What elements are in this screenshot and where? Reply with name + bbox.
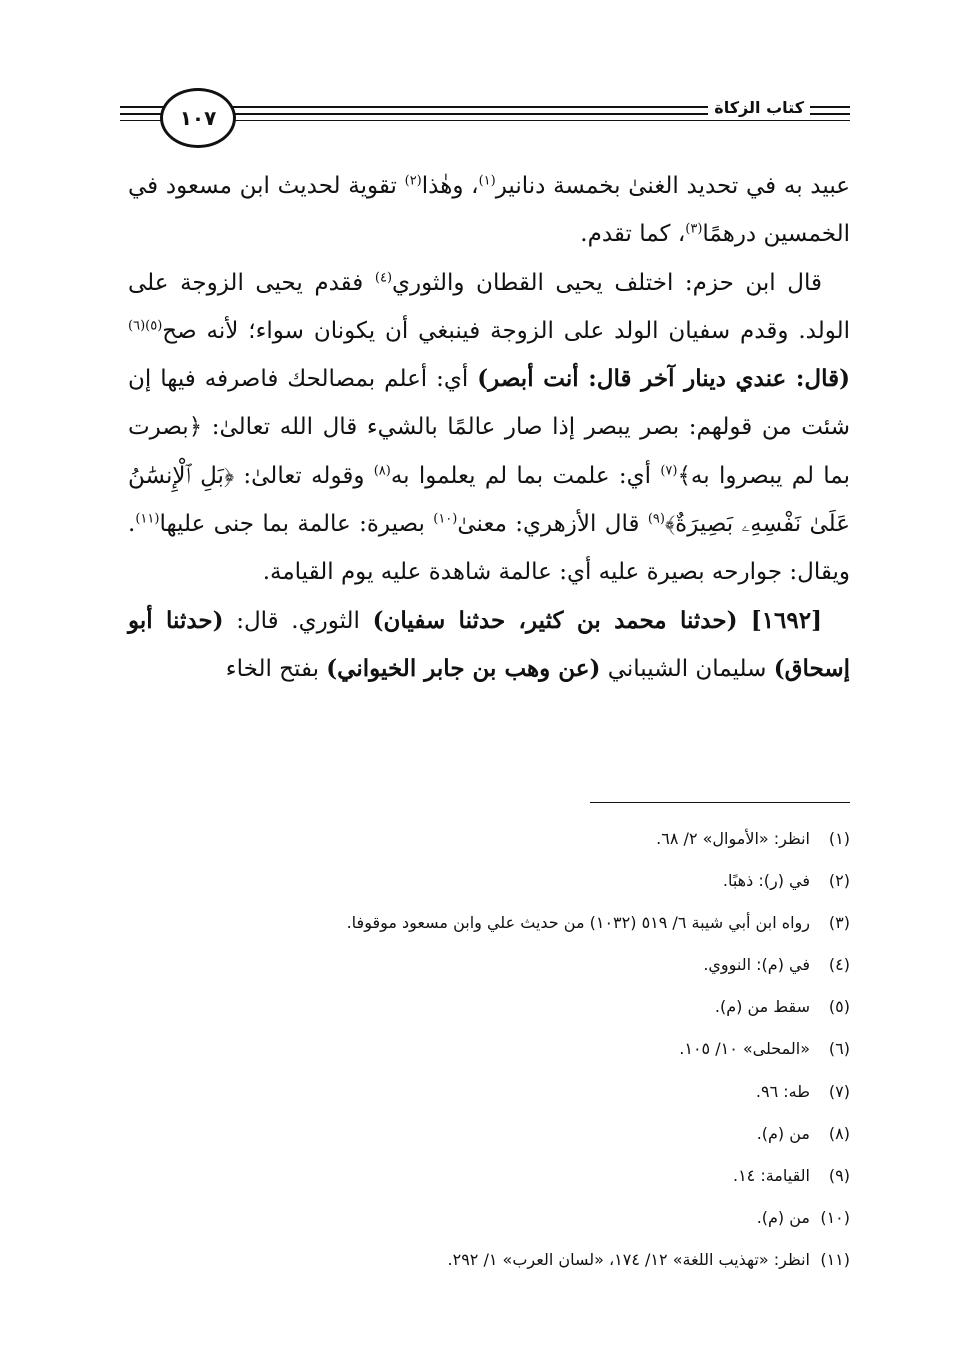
footnote-ref-7[interactable]: (٧) xyxy=(660,463,678,479)
footnote-number: (٥) xyxy=(828,997,850,1017)
footnote-text: في (م): النووي. xyxy=(703,955,810,975)
footnote-text: في (ر): ذهبًا. xyxy=(722,871,810,891)
narrator-chain: (عن وهب بن جابر الخيواني) xyxy=(326,654,601,682)
footnote-number: (٤) xyxy=(828,955,850,975)
footnote-ref-11[interactable]: (١١) xyxy=(135,511,160,527)
footnote-text: سقط من (م). xyxy=(714,997,810,1017)
footnote-text: القيامة: ١٤. xyxy=(732,1165,810,1185)
footnote-ref-10[interactable]: (١٠) xyxy=(433,511,458,527)
footnote-item xyxy=(128,818,850,860)
text-run: ، كما تقدم. xyxy=(580,221,686,248)
text-run: فقدم يحيى الزوجة على الولد. وقدم سفيان الولد على الزوجة فينبغي أن يكونان سواء؛ لأنه صح xyxy=(128,269,850,344)
footnotes-divider xyxy=(590,802,850,803)
footnote-item xyxy=(128,1155,850,1197)
footnote-text: من (م). xyxy=(756,1207,810,1227)
footnote-item xyxy=(128,860,850,902)
text-run: قال الأزهري: معنىٰ xyxy=(457,511,648,538)
text-run: بفتح الخاء xyxy=(225,655,327,682)
footnote-text: رواه ابن أبي شيبة ٦/ ٥١٩ (١٠٣٢) من حديث علي وابن مسعود موقوفا. xyxy=(346,913,810,933)
footnote-item xyxy=(128,944,850,986)
footnote-number: (١) xyxy=(828,829,850,848)
footnote-text: طه: ٩٦. xyxy=(755,1081,810,1101)
footnote-number: (٩) xyxy=(828,1165,850,1185)
hadith-number-chain: [١٦٩٢] (حدثنا محمد بن كثير، حدثنا سفيان) xyxy=(372,606,823,634)
page-header xyxy=(120,78,850,158)
text-run: سليمان الشيباني xyxy=(600,655,774,682)
quran-quote-2: ﴿بَلِ ٱلْإِنسَٰنُ عَلَىٰ نَفْسِهِۦ بَصِيرَةٌ﴾ xyxy=(128,462,851,538)
paragraph-1 xyxy=(128,162,850,259)
text-run: ، وهٰذا xyxy=(421,173,479,199)
footnote-number: (٨) xyxy=(828,1123,850,1143)
text-run: وقوله تعالىٰ: xyxy=(234,462,374,489)
text-run: قال ابن حزم: اختلف يحيى القطان والثوري xyxy=(392,269,822,296)
footnote-ref-2[interactable]: (٢) xyxy=(404,173,422,189)
narrator-chain: (حدثنا أبو إسحاق) xyxy=(128,606,850,682)
paragraph-3 xyxy=(128,597,850,694)
text-run: بصيرة: عالمة بما جنى عليها xyxy=(159,511,434,538)
footnote-ref-1[interactable]: (١) xyxy=(478,173,496,189)
footnote-ref-4[interactable]: (٤) xyxy=(374,269,393,285)
text-run: تقوية لحديث ابن مسعود في الخمسين درهمًا xyxy=(128,173,850,248)
footnote-item xyxy=(128,1197,850,1239)
footnote-number: (٣) xyxy=(828,913,850,933)
footnote-text: «المحلى» ١٠/ ١٠٥. xyxy=(679,1039,810,1059)
footnote-item xyxy=(128,1239,850,1281)
footnote-text: انظر: «الأموال» ٢/ ٦٨. xyxy=(656,829,810,848)
footnote-text: انظر: «تهذيب اللغة» ١٢/ ١٧٤، «لسان العرب» ١/ ٢٩٢. xyxy=(447,1249,810,1269)
text-run: الثوري. قال: xyxy=(223,607,373,634)
footnote-ref-3[interactable]: (٣) xyxy=(685,221,703,237)
footnote-item xyxy=(128,1028,850,1070)
footnote-item xyxy=(128,902,850,944)
text-run: عبيد به في تحديد الغنىٰ بخمسة دنانير xyxy=(495,173,850,199)
footnote-ref-5-6[interactable]: (٥)(٦) xyxy=(128,318,163,334)
main-text xyxy=(128,162,850,693)
page-number: ١٠٧ xyxy=(160,88,236,148)
footnote-number: (٦) xyxy=(828,1039,850,1059)
footnote-number: (١١) xyxy=(820,1249,850,1269)
text-run: أي: علمت بما لم يعلموا به xyxy=(390,462,661,489)
footnote-item xyxy=(128,1113,850,1155)
footnotes xyxy=(128,818,850,1281)
text-run: أي: أعلم بمصالحك فاصرفه فيها إن شئت من قولهم: بصر يبصر إذا صار عالمًا بالشيء قال الله تعالىٰ: xyxy=(128,366,850,441)
quran-quote-1: ﴿بصرت بما لم يبصروا به﴾ xyxy=(128,414,850,489)
footnote-number: (١٠) xyxy=(820,1207,850,1227)
footnote-item xyxy=(128,1071,850,1113)
hadith-quote: (قال: عندي دينار آخر قال: أنت أبصر) xyxy=(477,365,850,393)
book-title: كتاب الزكاة xyxy=(708,98,810,117)
text-run: . ويقال: جوارحه بصيرة عليه أي: عالمة شاهدة عليه يوم القيامة. xyxy=(128,511,850,586)
paragraph-2 xyxy=(128,259,850,597)
footnote-item xyxy=(128,986,850,1028)
footnote-number: (٧) xyxy=(828,1081,850,1101)
footnote-ref-9[interactable]: (٩) xyxy=(647,511,665,527)
footnote-number: (٢) xyxy=(828,871,850,891)
footnote-ref-8[interactable]: (٨) xyxy=(373,463,391,479)
footnote-text: من (م). xyxy=(756,1123,810,1143)
